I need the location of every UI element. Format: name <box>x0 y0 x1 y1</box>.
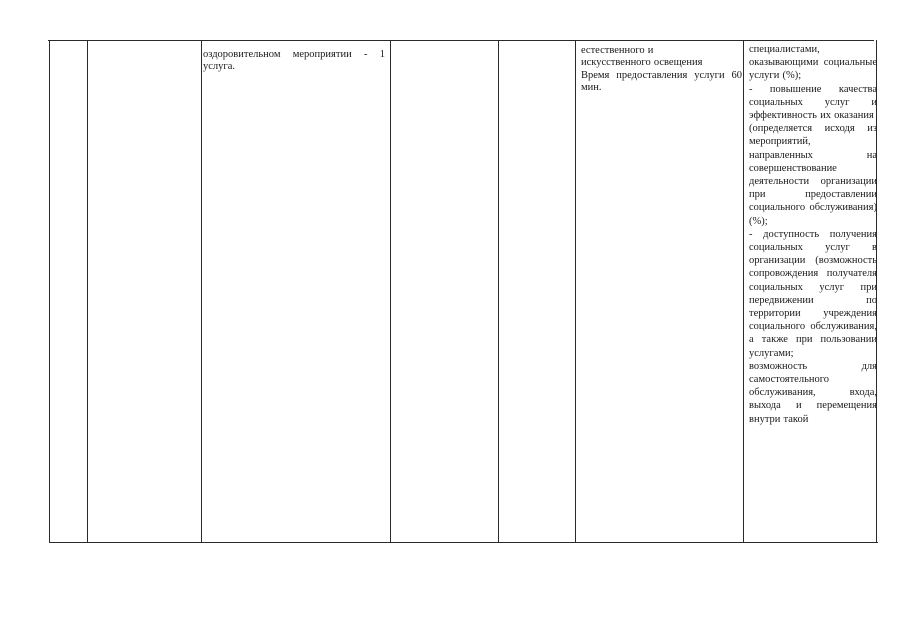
indicator-paragraph: специалистами, оказывающими социальные услуги (%); <box>749 44 877 82</box>
table-left-border <box>49 40 50 543</box>
indicator-paragraph: - повышение качества социальных услуг и эффективность их оказания <box>749 83 877 122</box>
conditions-line: естественного и <box>581 45 654 56</box>
table-bottom-border <box>50 542 878 543</box>
conditions-line: искусственного освещения <box>581 57 703 69</box>
conditions-line: Время предоставления услуги 60 мин. <box>581 69 742 94</box>
column-divider-3 <box>390 40 391 543</box>
column-divider-4 <box>498 40 499 543</box>
cell-service-description <box>203 49 385 74</box>
column-divider-6 <box>743 40 744 543</box>
indicator-paragraph: - доступность получения социальных услуг в организации (возможность сопровождения получателя социальных услуг при передвижении по территории учреждения социального обслуживания, а также при пользовании услугами; <box>749 228 877 359</box>
cell-quality-indicators <box>749 43 877 426</box>
column-divider-1 <box>87 40 88 543</box>
column-divider-2 <box>201 40 202 543</box>
indicator-paragraph: (определяется исходя из мероприятий, направленных на совершенствование деятельности организации при предоставлении социального обслуживания) (%); <box>749 123 877 227</box>
column-divider-5 <box>575 40 576 543</box>
service-description-text: оздоровительном мероприятии - 1 услуга. <box>203 49 385 73</box>
table-top-border <box>48 40 874 41</box>
indicator-paragraph: возможность для самостоятельного обслуживания, входа, выхода и перемещения внутри такой <box>749 360 877 425</box>
cell-service-conditions <box>581 45 742 95</box>
